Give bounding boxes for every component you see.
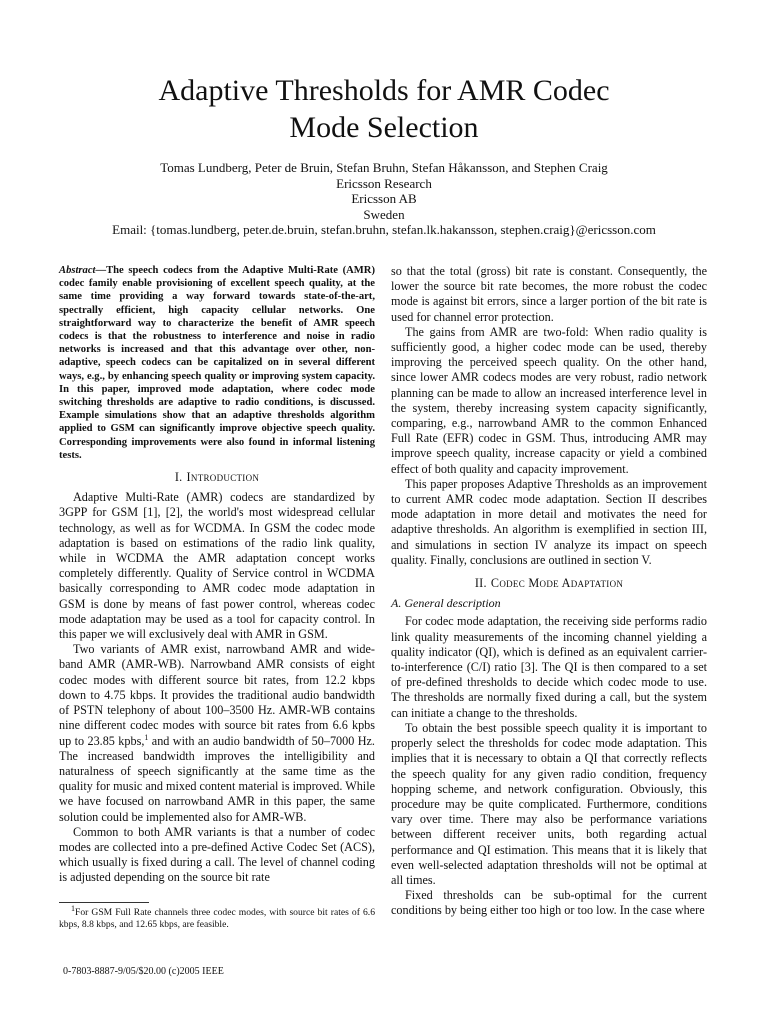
intro-paragraph-3: Common to both AMR variants is that a number of codec modes are collected into a pre-defined Active Codec Set (ACS), which usually is fixed during a call. The level of channel coding is adjusted depending on the source bit rate	[59, 824, 375, 885]
section-number: II.	[474, 576, 487, 591]
author-email: Email: {tomas.lundberg, peter.de.bruin, stefan.bruhn, stefan.lk.hakansson, stephen.craig}@ericsson.com	[112, 222, 656, 237]
section2-paragraph-3: Fixed thresholds can be sub-optimal for the current conditions by being either too high or too low. In the case where	[391, 888, 707, 918]
abstract-text: The speech codecs from the Adaptive Multi-Rate (AMR) codec family enable provisioning of excellent speech quality, at the same time providing a way forward towards state-of-the-art, spectrally efficient, high capacity cellular networks. One straightforward way to characterize the benefit of AMR speech codecs is that the robustness to interference and noise in radio networks is increased and that this advantage over other, non-adaptive, speech codecs can be capitalized on in several different ways, e.g., by enhancing speech quality or improving system capacity. In this paper, improved mode adaptation, where codec mode switching thresholds are adaptive to radio conditions, is discussed. Example simulations show that an adaptive thresholds algorithm applied to GSM can significantly improve objective speech quality. Corresponding improvements were also found in informal listening tests.	[59, 265, 375, 461]
section-heading-codec-mode-adaptation	[391, 576, 707, 591]
section-number: I.	[174, 470, 183, 485]
title-line-1: Adaptive Thresholds for AMR Codec	[158, 74, 610, 107]
section-heading-introduction	[59, 470, 375, 485]
intro-paragraph-1: Adaptive Multi-Rate (AMR) codecs are standardized by 3GPP for GSM [1], [2], the world's most widespread cellular technology, as well as for WCDMA. In GSM the codec mode adaptation is based on estimations of the radio link quality, while in WCDMA the AMR adaptation concept works completely differently. Quality of Service control in WCDMA basically corresponding to AMR codec mode adaptation in GSM is done by means of fast power control, whereas codec mode adaptation may be used as a tool for capacity control. In this paper we will exclusively deal with AMR in GSM.	[59, 490, 375, 642]
abstract-label: Abstract	[59, 265, 96, 276]
intro-paragraph-6: This paper proposes Adaptive Thresholds as an improvement to current AMR codec mode adaptation. Section II describes mode adaptation in more detail and motivates the need for adaptive thresholds. An algorithm is exemplified in section III, and simulations in section IV analyze its impact on speech quality. Finally, conclusions are outlined in section V.	[391, 476, 707, 567]
section-title: Introduction	[186, 470, 260, 485]
footnote-text: For GSM Full Rate channels three codec modes, with source bit rates of 6.6 kbps, 8.8 kbps, and 12.65 kbps, are feasible.	[59, 906, 375, 930]
abstract	[59, 264, 375, 462]
intro-paragraph-2-part-b: and with an audio bandwidth of 50–7000 Hz. The increased bandwidth improves the intelligibility and naturalness of speech significantly at the same time as the quality for music and mixed content material is improved. While we have focused on narrowband AMR in this paper, the same solution could be implemented also for AMR-WB.	[59, 733, 375, 824]
abstract-dash: —	[95, 265, 107, 276]
left-column	[59, 264, 375, 931]
footnote	[59, 903, 375, 931]
author-block	[0, 160, 768, 238]
intro-paragraph-5: The gains from AMR are two-fold: When radio quality is sufficiently good, a higher codec mode can be used, thereby improving the perceived speech quality. On the other hand, since lower AMR codecs modes are very robust, radio network planning can be made to allow an increased interference level in the system, thereby increasing system capacity significantly, comparing, e.g., narrowband AMR to the common Enhanced Full Rate (EFR) codec in GSM. Thus, introducing AMR may improve speech quality, increase capacity or yield a combined effect of both quality and capacity improvement.	[391, 324, 707, 476]
footnote-mark: 1	[71, 903, 75, 913]
author-names: Tomas Lundberg, Peter de Bruin, Stefan Bruhn, Stefan Håkansson, and Stephen Craig	[160, 160, 608, 175]
title-line-2: Mode Selection	[289, 111, 479, 144]
affiliation-company: Ericsson AB	[351, 191, 417, 206]
right-column	[391, 264, 707, 919]
section2-paragraph-1: For codec mode adaptation, the receiving side performs radio link quality measurements of the incoming channel yielding a quality indicator (QI), which is defined as an equivalent carrier-to-interference (C/I) ratio [3]. The QI is then compared to a set of pre-defined thresholds to decide which codec mode to use. The thresholds are normally fixed during a call, but the system can initiate a change to the thresholds.	[391, 614, 707, 720]
copyright-notice: 0-7803-8887-9/05/$20.00 (c)2005 IEEE	[63, 966, 224, 977]
footnote-reference: 1	[144, 732, 149, 742]
section2-paragraph-2: To obtain the best possible speech quality it is important to properly select the thresholds for codec mode adaptation. This implies that it is necessary to obtain a QI that correctly reflects the speech quality for any given radio condition, frequency hopping scheme, and network configuration. Obviously, this procedure may be quite complicated. Furthermore, conditions vary over time. There may also be performance variations between different receiver units, both regarding actual performance and QI estimation. This means that it is likely that even well-selected adaptation thresholds will not be optimal at all times.	[391, 720, 707, 887]
paper-title	[0, 72, 768, 146]
affiliation-country: Sweden	[363, 206, 405, 222]
affiliation-research: Ericsson Research	[336, 175, 432, 191]
section-title: Codec Mode Adaptation	[490, 576, 624, 591]
intro-paragraph-2	[59, 642, 375, 824]
intro-paragraph-2-part-a: Two variants of AMR exist, narrowband AMR and wide-band AMR (AMR-WB). Narrowband AMR consists of eight codec modes with different source bit rates, from 12.2 kbps down to 4.75 kbps. It provides the traditional audio bandwidth of PSTN telephony of about 100–3500 Hz. AMR-WB contains nine different codec modes with source bit rates from 6.6 kpbs up to 23.85 kpbs,	[59, 642, 375, 748]
intro-paragraph-4: so that the total (gross) bit rate is constant. Consequently, the lower the source bit rate becomes, the more robust the codec mode is against bit errors, since a larger portion of the bit rate is used for channel error protection.	[391, 264, 707, 324]
subsection-heading: A. General description	[391, 596, 501, 611]
